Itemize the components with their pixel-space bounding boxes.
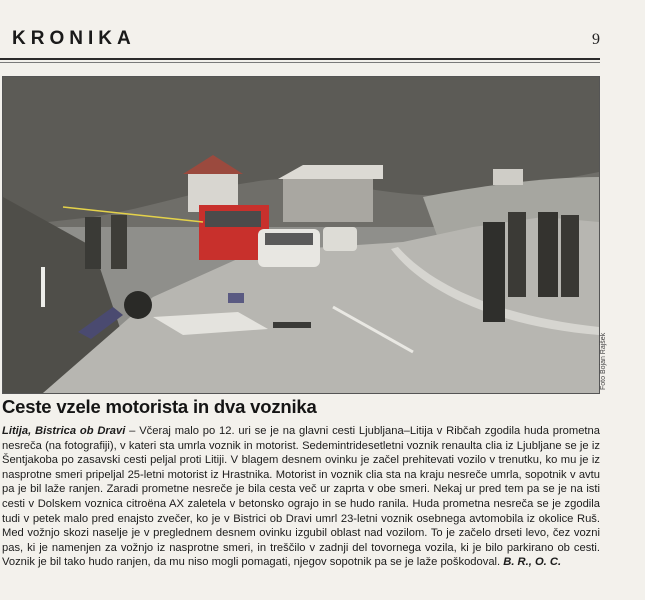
debris-piece	[273, 322, 311, 328]
photo-credit-text: Foto Bojan Rajšek	[600, 332, 607, 390]
bystander-3	[561, 215, 579, 297]
bystander-1	[508, 212, 526, 297]
police-officer	[483, 222, 505, 322]
second-car	[323, 227, 357, 251]
article-text: – Včeraj malo po 12. uri se je na glavni cesti Ljubljana–Litija v Ribčah zgodila huda prometna nesreča (na fotografiji), v kateri sta umrla voznik in motorist. Sedemintridesetletni voznik renaulta clia iz Ljubljane se je iz Šentjakoba po zasavski cesti peljal proti Litiji. V blagem desnem ovinku je začel prehitevati vozilo v trenutku, ko mu je iz nasprotne smeri pripeljal 25-letni motorist iz Hrastnika. Motorist in voznik clia sta na kraju nesreče umrla, sopotnik v avtu pa je bil laže ranjen. Zaradi prometne nesreče je bila cesta več ur zaprta v obe smeri. Nekaj ur pred tem pa se je na isti cesti v Dolskem voznica citroëna AX zaletela v betonsko ograjo in se hudo ranila. Huda prometna nesreča se je zgodila tudi v petek malo pred enajsto zvečer, ko je v Bistrici ob Dravi umrl 23-letni voznik osebnega avtomobila iz okolice Ruš. Med vožnjo skozi naselje je v preglednem desnem ovinku izgubil oblast nad vozilom. To je začelo drseti levo, čez vozni pas, ki je namenjen za vožnjo iz nasprotne smeri, in treščilo v zadnji del tovornega vozila, ki je bilo parkirano ob cesti. Voznik je bil tako hudo ranjen, da mu niso mogli pomagati, njegov sopotnik pa se je laže poškodoval.	[2, 425, 600, 569]
article-body	[2, 424, 600, 570]
distant-truck	[493, 169, 523, 185]
article-headline: Ceste vzele motorista in dva voznika	[2, 396, 317, 417]
fire-truck-windshield	[205, 211, 261, 227]
page-number: 9	[592, 31, 600, 48]
white-car-window	[265, 233, 313, 245]
helmet	[228, 293, 244, 303]
header-rule	[0, 58, 600, 60]
accident-photo	[2, 76, 600, 394]
house-right	[283, 177, 373, 222]
firefighter-2	[111, 215, 127, 269]
firefighter-1	[85, 217, 101, 269]
accident-photo-illustration	[3, 77, 599, 393]
photo-credit	[600, 300, 612, 390]
article-byline: B. R., O. C.	[503, 556, 562, 569]
bystander-2	[538, 212, 558, 297]
section-title: KRONIKA	[12, 28, 136, 49]
motorcycle-wheel	[124, 291, 152, 319]
header-rule-thin	[0, 62, 600, 63]
article-dateline: Litija, Bistrica ob Dravi	[2, 425, 126, 437]
